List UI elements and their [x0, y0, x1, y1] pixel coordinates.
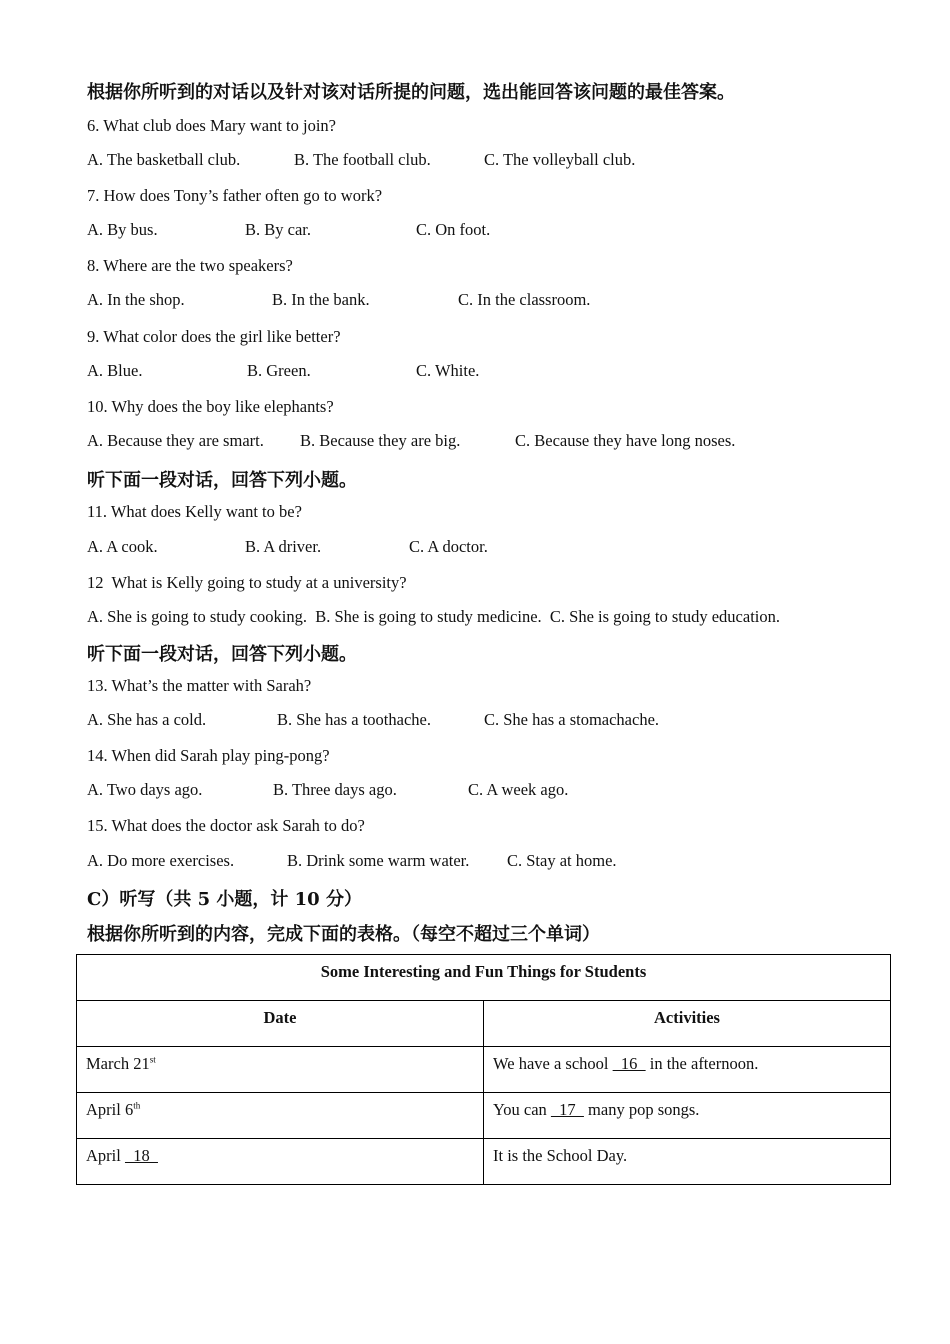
option-9c: C. White. [416, 361, 480, 380]
option-14c: C. A week ago. [468, 780, 569, 799]
question-11: 11. What does Kelly want to be? [87, 502, 302, 521]
option-11b: B. A driver. [245, 537, 322, 556]
answer-blank-18[interactable]: 18 [124, 1146, 158, 1165]
date-suffix: st [149, 1054, 156, 1065]
option-10a: A. Because they are smart. [87, 431, 264, 450]
option-7a: A. By bus. [87, 220, 158, 239]
question-13: 13. What’s the matter with Sarah? [87, 676, 312, 695]
activities-table [76, 954, 891, 1185]
option-6b: B. The football club. [294, 150, 431, 169]
option-14b: B. Three days ago. [273, 780, 397, 799]
section-c-title: C）听写（共 5 小题，计 10 分） [87, 889, 362, 910]
question-8: 8. Where are the two speakers? [87, 256, 293, 275]
option-10c: C. Because they have long noses. [515, 431, 736, 450]
option-11a: A. A cook. [87, 537, 158, 556]
question-12: 12 What is Kelly going to study at a university? [87, 573, 407, 592]
option-7b: B. By car. [245, 220, 311, 239]
option-8a: A. In the shop. [87, 290, 185, 309]
activity-text: We have a school [493, 1054, 613, 1073]
options-12: A. She is going to study cooking. B. She is going to study medicine. C. She is going to study education. [87, 607, 780, 626]
option-13c: C. She has a stomachache. [484, 710, 660, 729]
option-6c: C. The volleyball club. [484, 150, 636, 169]
date-cell [77, 1047, 484, 1093]
date-cell [77, 1093, 484, 1139]
date-text: April 6 [86, 1100, 134, 1119]
question-14: 14. When did Sarah play ping-pong? [87, 746, 330, 765]
option-15b: B. Drink some warm water. [287, 851, 470, 870]
column-header-activities: Activities [484, 1001, 891, 1047]
activity-cell [484, 1139, 891, 1185]
question-9: 9. What color does the girl like better? [87, 327, 341, 346]
table-row [77, 1047, 891, 1093]
question-10: 10. Why does the boy like elephants? [87, 397, 334, 416]
question-15: 15. What does the doctor ask Sarah to do? [87, 816, 365, 835]
option-11c: C. A doctor. [409, 537, 488, 556]
answer-blank-16[interactable]: 16 [612, 1054, 646, 1073]
date-text: April [86, 1146, 125, 1165]
option-8c: C. In the classroom. [458, 290, 591, 309]
option-15c: C. Stay at home. [507, 851, 617, 870]
option-15a: A. Do more exercises. [87, 851, 235, 870]
option-10b: B. Because they are big. [300, 431, 461, 450]
answer-blank-17[interactable]: 17 [550, 1100, 584, 1119]
activity-text: You can [493, 1100, 551, 1119]
date-text: March 21 [86, 1054, 150, 1073]
table-row [77, 1093, 891, 1139]
section-c-instruction: 根据你所听到的内容，完成下面的表格。（每空不超过三个单词） [87, 924, 600, 945]
question-6: 6. What club does Mary want to join? [87, 116, 336, 135]
option-13b: B. She has a toothache. [277, 710, 431, 729]
option-8b: B. In the bank. [272, 290, 370, 309]
column-header-date: Date [77, 1001, 484, 1047]
option-6a: A. The basketball club. [87, 150, 241, 169]
activity-text: It is the School Day. [493, 1146, 628, 1165]
option-9a: A. Blue. [87, 361, 143, 380]
question-7: 7. How does Tony’s father often go to work? [87, 186, 383, 205]
table-title: Some Interesting and Fun Things for Students [77, 955, 891, 1001]
table-row [77, 1139, 891, 1185]
option-13a: A. She has a cold. [87, 710, 207, 729]
option-9b: B. Green. [247, 361, 311, 380]
activity-text: in the afternoon. [645, 1054, 759, 1073]
activity-cell [484, 1093, 891, 1139]
activity-cell [484, 1047, 891, 1093]
date-cell [77, 1139, 484, 1185]
activity-text: many pop songs. [583, 1100, 700, 1119]
section-instruction: 根据你所听到的对话以及针对该对话所提的问题，选出能回答该问题的最佳答案。 [87, 82, 735, 103]
option-14a: A. Two days ago. [87, 780, 203, 799]
option-7c: C. On foot. [416, 220, 491, 239]
dialogue-heading: 听下面一段对话，回答下列小题。 [87, 470, 357, 491]
date-suffix: th [133, 1100, 141, 1111]
dialogue-heading: 听下面一段对话，回答下列小题。 [87, 644, 357, 665]
